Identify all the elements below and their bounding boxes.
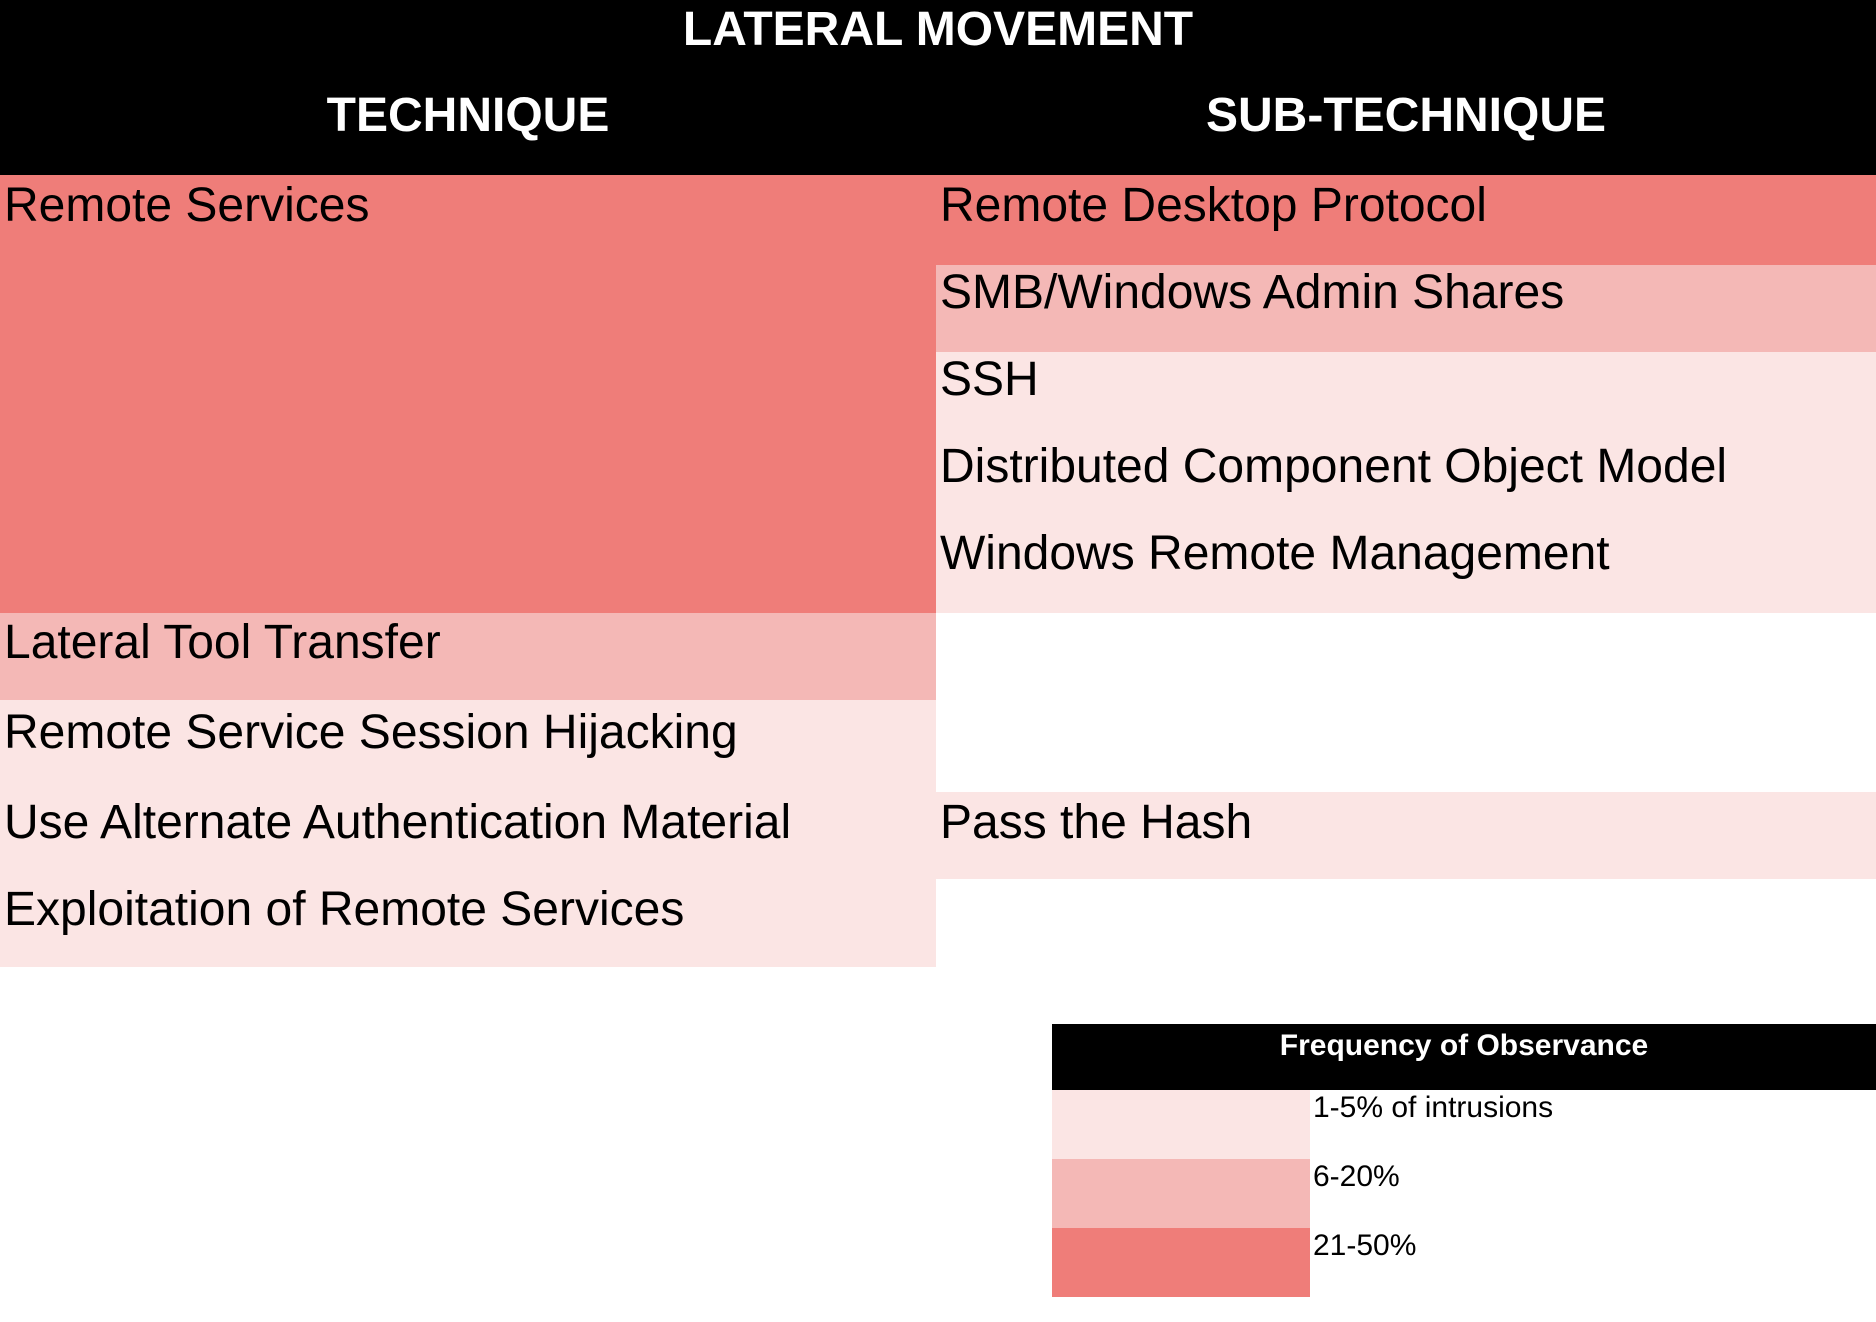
legend-label-medium: 6-20% bbox=[1313, 1160, 1400, 1193]
sub-technique-column-header: SUB-TECHNIQUE bbox=[1205, 89, 1606, 142]
sub-technique-label-dcom: Distributed Component Object Model bbox=[940, 440, 1728, 493]
technique-label-alternate-auth: Use Alternate Authentication Material bbox=[4, 796, 792, 849]
technique-label-lateral-tool-transfer: Lateral Tool Transfer bbox=[4, 616, 441, 669]
technique-column-header: TECHNIQUE bbox=[326, 89, 610, 142]
table-title: LATERAL MOVEMENT bbox=[682, 3, 1194, 56]
sub-technique-label-smb: SMB/Windows Admin Shares bbox=[940, 266, 1565, 319]
legend-swatch-high bbox=[1052, 1228, 1310, 1297]
technique-label-session-hijacking: Remote Service Session Hijacking bbox=[4, 706, 738, 759]
legend-swatch-medium bbox=[1052, 1159, 1310, 1228]
sub-technique-label-rdp: Remote Desktop Protocol bbox=[940, 179, 1487, 232]
technique-label-remote-services: Remote Services bbox=[4, 179, 370, 232]
table-header bbox=[0, 0, 1876, 175]
sub-technique-label-pass-the-hash: Pass the Hash bbox=[940, 796, 1253, 849]
legend-label-high: 21-50% bbox=[1313, 1229, 1417, 1262]
sub-technique-label-winrm: Windows Remote Management bbox=[940, 527, 1610, 580]
technique-cell-remote-services bbox=[0, 175, 936, 613]
sub-technique-label-ssh: SSH bbox=[940, 353, 1039, 406]
legend-swatch-low bbox=[1052, 1090, 1310, 1159]
legend-label-low: 1-5% of intrusions bbox=[1313, 1091, 1554, 1124]
legend-title: Frequency of Observance bbox=[1052, 1024, 1876, 1090]
technique-label-exploitation: Exploitation of Remote Services bbox=[4, 883, 685, 936]
